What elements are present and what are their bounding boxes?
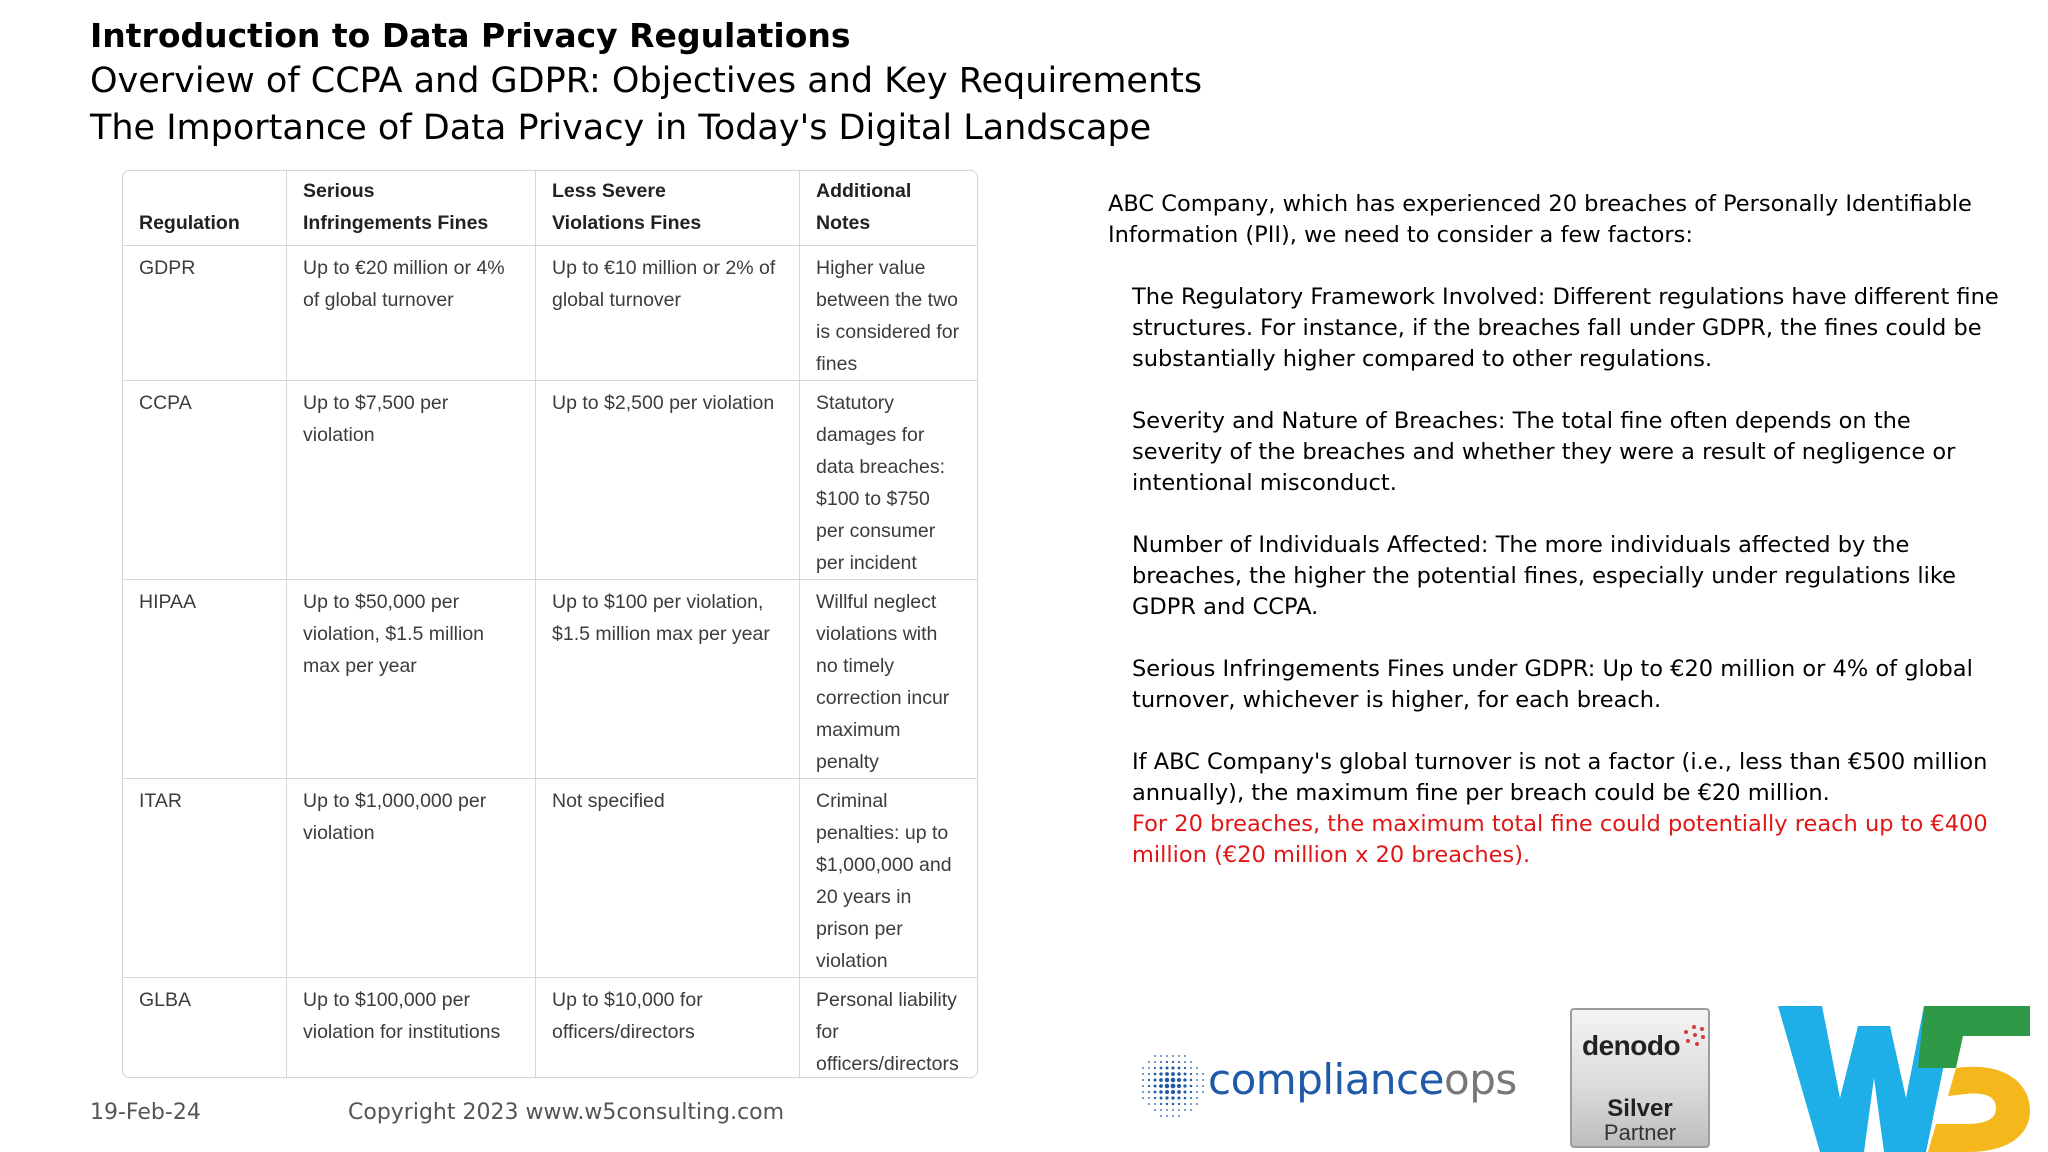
table-row xyxy=(123,246,977,381)
fines-table xyxy=(123,171,977,1078)
cell-serious: Up to $1,000,000 per violation xyxy=(287,779,536,978)
cell-serious: Up to €20 million or 4% of global turnover xyxy=(287,246,536,381)
explanation-intro: ABC Company, which has experienced 20 breaches of Personally Identifiable Information (PII), we need to consider a few factors: xyxy=(1108,191,1972,248)
w5-logo-green-shape xyxy=(1918,1006,2030,1068)
explanation-severity: Severity and Nature of Breaches: The total fine often depends on the severity of the breaches and whether they were a result of negligence or intentional misconduct. xyxy=(1132,408,1956,496)
cell-less-severe: Up to $2,500 per violation xyxy=(536,381,800,580)
slide-subtitle-2: The Importance of Data Privacy in Today's Digital Landscape xyxy=(90,108,1152,148)
slide-titles xyxy=(90,14,1202,152)
header-additional-notes: Additional Notes xyxy=(800,171,978,246)
denodo-wordmark: denodo xyxy=(1582,1030,1681,1061)
table-row xyxy=(123,978,977,1079)
w5-logo-five-shape xyxy=(1928,1067,2030,1152)
cell-notes: Willful neglect violations with no timely correction incur maximum penalty xyxy=(800,580,978,779)
slide-title: Introduction to Data Privacy Regulations xyxy=(90,16,851,55)
explanation-total-fine-highlight: For 20 breaches, the maximum total fine could potentially reach up to €400 million (€20 million x 20 breaches). xyxy=(1132,811,1988,868)
cell-serious: Up to $50,000 per violation, $1.5 million max per year xyxy=(287,580,536,779)
cell-regulation: ITAR xyxy=(123,779,287,978)
denodo-tier-label: Silver xyxy=(1607,1095,1673,1122)
complianceops-wordmark: complianceops xyxy=(1208,1055,1517,1104)
denodo-partner-label: Partner xyxy=(1603,1120,1677,1145)
cell-regulation: HIPAA xyxy=(123,580,287,779)
table-row xyxy=(123,779,977,978)
complianceops-logo xyxy=(1132,1045,1517,1123)
cell-notes: Personal liability for officers/directors xyxy=(800,978,978,1079)
cell-regulation: CCPA xyxy=(123,381,287,580)
table-row xyxy=(123,580,977,779)
explanation-individuals-affected: Number of Individuals Affected: The more individuals affected by the breaches, the higher the potential fines, especially under regulations like GDPR and CCPA. xyxy=(1132,532,1957,620)
cell-notes: Statutory damages for data breaches: $100 to $750 per consumer per incident xyxy=(800,381,978,580)
table-row xyxy=(123,381,977,580)
header-serious-fines: Serious Infringements Fines xyxy=(287,171,536,246)
fine-explanation-text xyxy=(1108,189,2008,902)
explanation-turnover-not-factor: If ABC Company's global turnover is not a factor (i.e., less than €500 million annually), the maximum fine per breach could be €20 million. xyxy=(1132,749,1988,806)
header-less-severe-fines: Less Severe Violations Fines xyxy=(536,171,800,246)
footer-date: 19-Feb-24 xyxy=(90,1100,201,1125)
footer-copyright: Copyright 2023 www.w5consulting.com xyxy=(348,1100,785,1125)
denodo-dots-icon xyxy=(1682,1024,1706,1048)
table-header-row xyxy=(123,171,977,246)
denodo-silver-partner-logo xyxy=(1570,1008,1710,1148)
cell-notes: Criminal penalties: up to $1,000,000 and 20 years in prison per violation xyxy=(800,779,978,978)
complianceops-globe-icon xyxy=(1132,1045,1210,1123)
cell-serious: Up to $100,000 per violation for institutions xyxy=(287,978,536,1079)
cell-less-severe: Up to €10 million or 2% of global turnover xyxy=(536,246,800,381)
cell-less-severe: Up to $100 per violation, $1.5 million max per year xyxy=(536,580,800,779)
slide-subtitle-1: Overview of CCPA and GDPR: Objectives and Key Requirements xyxy=(90,61,1203,101)
w5-logo xyxy=(1778,1006,2030,1152)
cell-less-severe: Not specified xyxy=(536,779,800,978)
header-regulation: Regulation xyxy=(123,171,287,246)
cell-serious: Up to $7,500 per violation xyxy=(287,381,536,580)
cell-notes: Higher value between the two is considered for fines xyxy=(800,246,978,381)
cell-regulation: GLBA xyxy=(123,978,287,1079)
cell-regulation: GDPR xyxy=(123,246,287,381)
explanation-gdpr-serious-fines: Serious Infringements Fines under GDPR: Up to €20 million or 4% of global turnover, whichever is higher, for each breach. xyxy=(1132,656,1973,713)
explanation-regulatory-framework: The Regulatory Framework Involved: Different regulations have different fine structures. For instance, if the breaches fall under GDPR, the fines could be substantially higher compared to other regulations. xyxy=(1132,284,1999,372)
cell-less-severe: Up to $10,000 for officers/directors xyxy=(536,978,800,1079)
fines-table-container xyxy=(122,170,978,1078)
